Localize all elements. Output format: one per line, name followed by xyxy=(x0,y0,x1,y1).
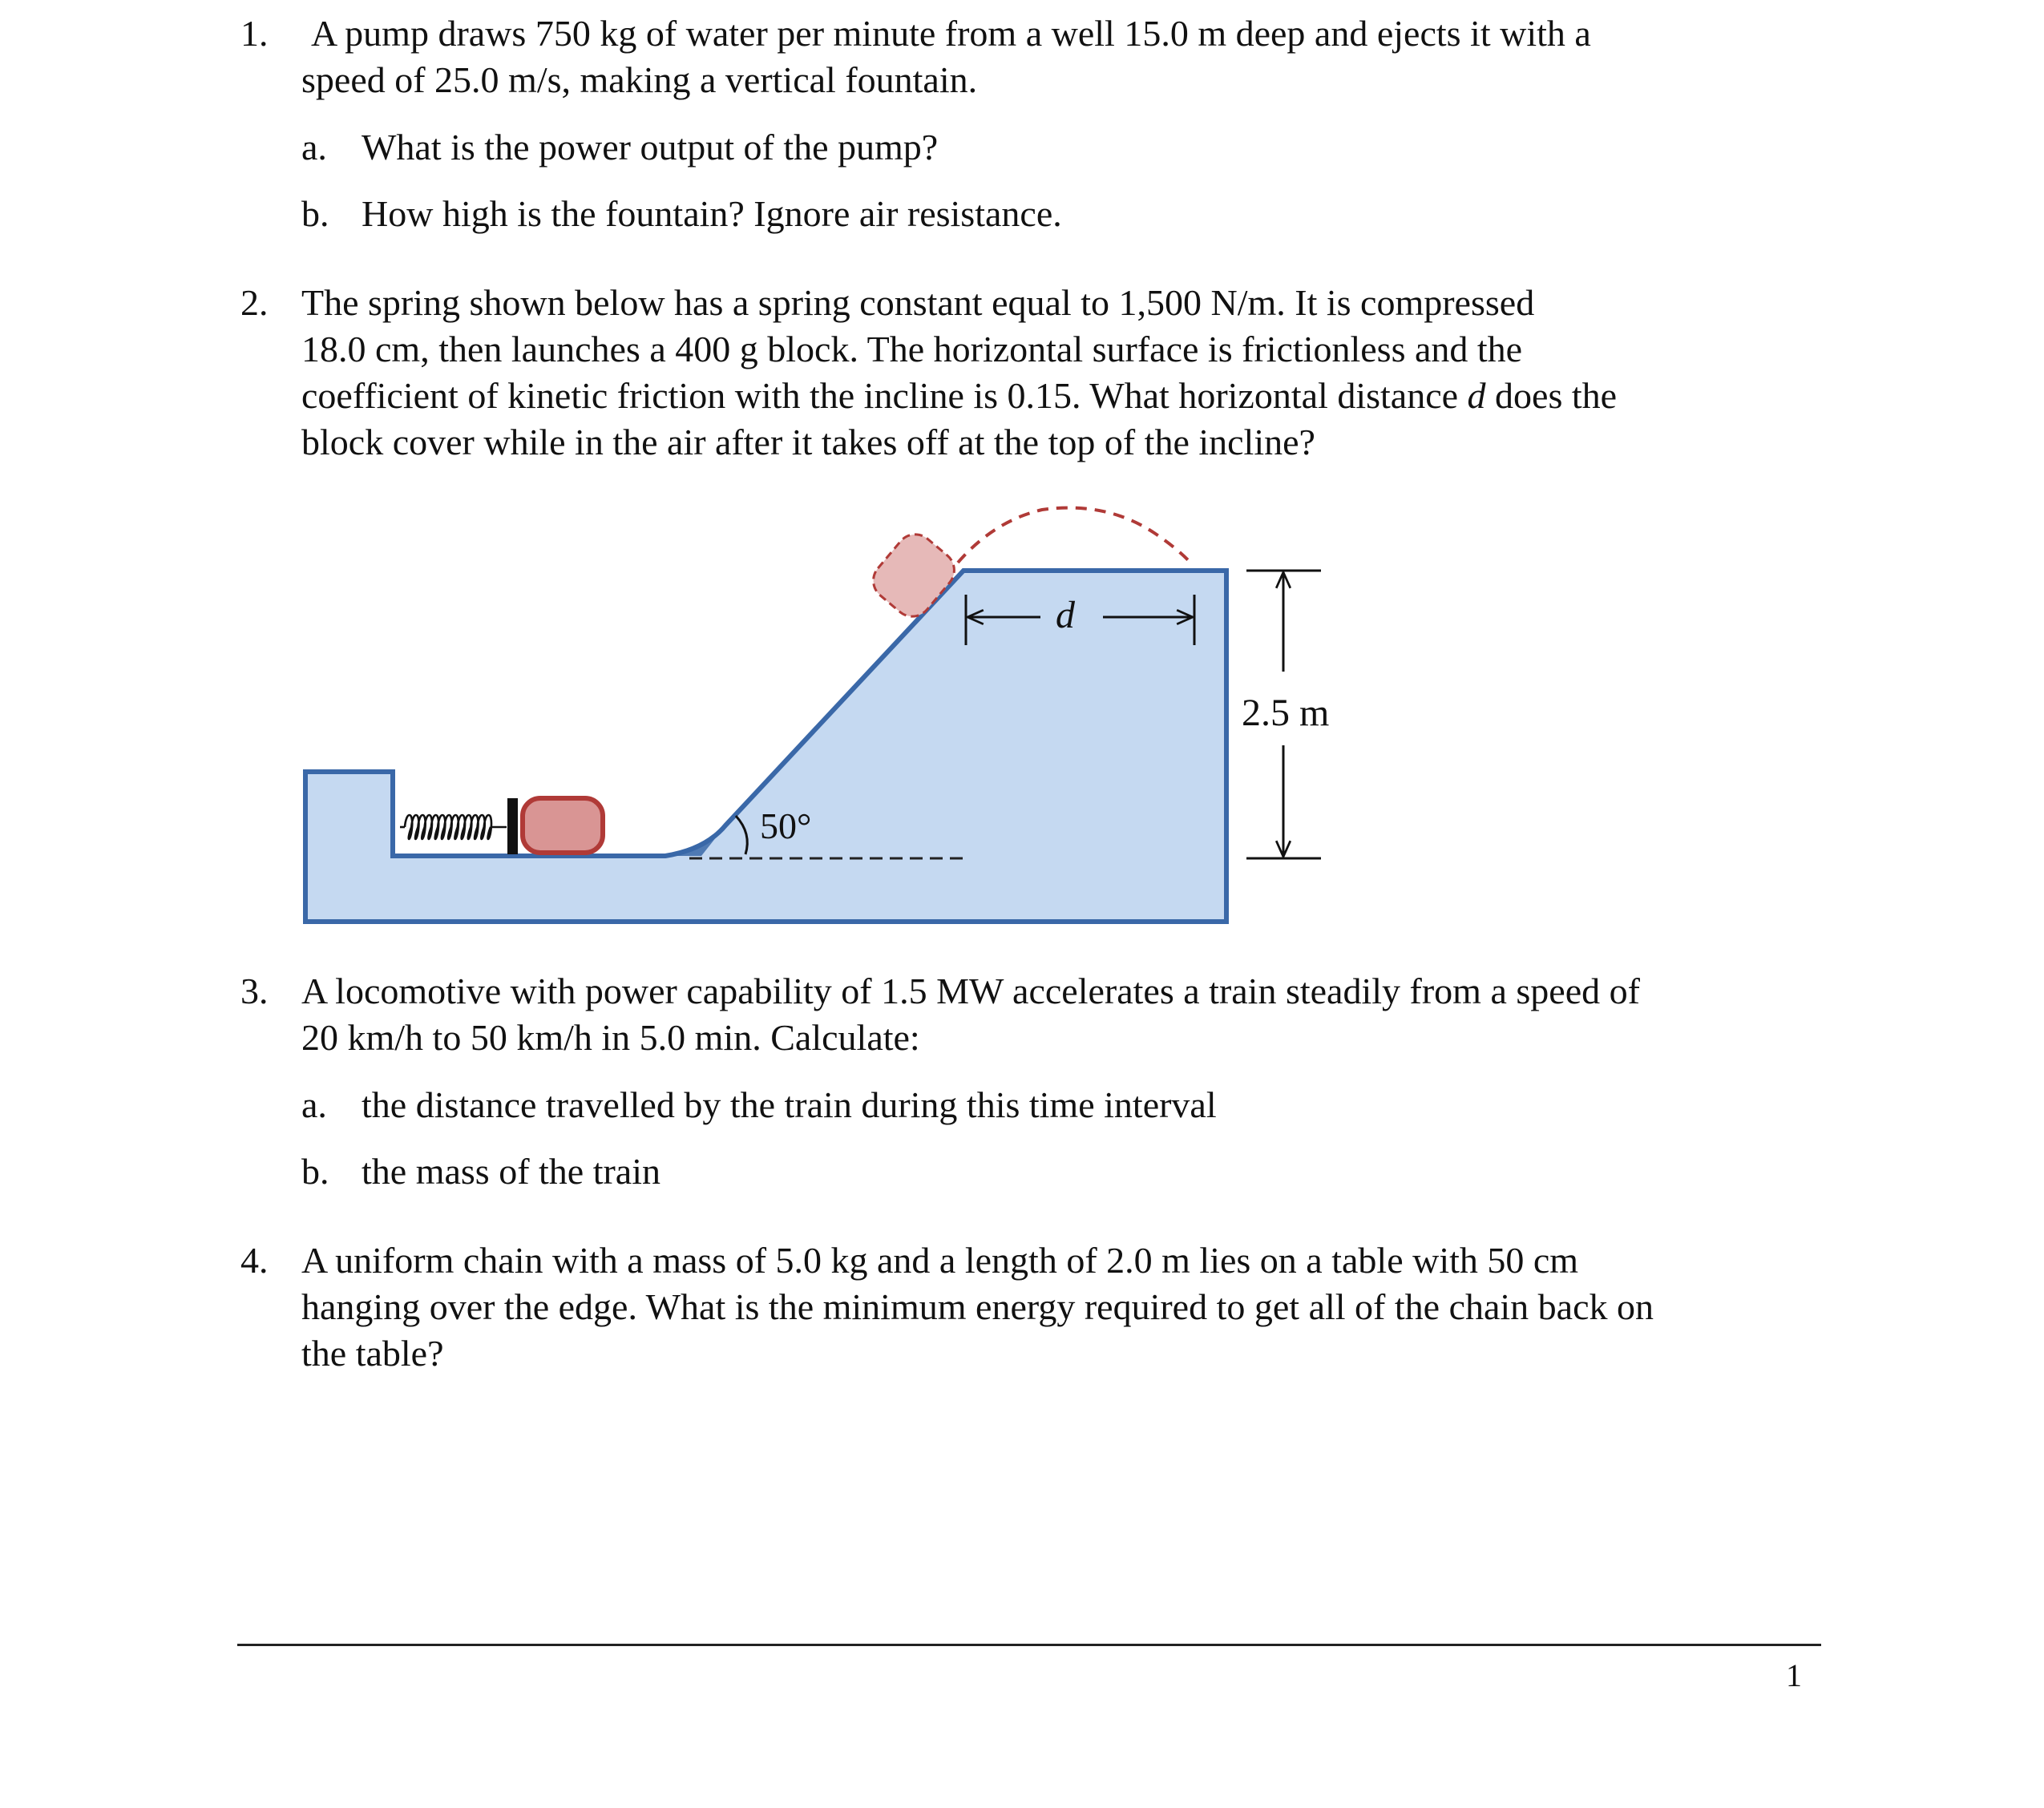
q1a-text: What is the power output of the pump? xyxy=(362,127,939,167)
q2-line-1: The spring shown below has a spring constant equal to 1,500 N/m. It is compressed xyxy=(301,282,1535,323)
q1b-label: b. xyxy=(301,193,329,234)
block xyxy=(523,798,603,853)
q1-line-2: speed of 25.0 m/s, making a vertical fountain. xyxy=(301,59,978,100)
spring xyxy=(400,815,507,839)
q1-number: 1. xyxy=(240,13,269,54)
q2-variable-d: d xyxy=(1467,375,1486,416)
q3a-text: the distance travelled by the train during this time interval xyxy=(362,1084,1217,1125)
q3a-label: a. xyxy=(301,1084,327,1125)
q2-number: 2. xyxy=(240,282,269,323)
trajectory-dashed-arc xyxy=(958,508,1193,565)
angle-label: 50° xyxy=(760,805,812,846)
q2-line-2: 18.0 cm, then launches a 400 g block. The horizontal surface is frictionless and the xyxy=(301,329,1523,369)
q3-line-1: A locomotive with power capability of 1.5 MW accelerates a train steadily from a speed of xyxy=(301,971,1640,1011)
q2-line-3-tail: does the xyxy=(1495,375,1618,416)
q4-number: 4. xyxy=(240,1240,269,1281)
q1a-label: a. xyxy=(301,127,327,167)
q1b-text: How high is the fountain? Ignore air resistance. xyxy=(362,193,1062,234)
q2-line-3-text: coefficient of kinetic friction with the incline is 0.15. What horizontal distance xyxy=(301,375,1459,416)
d-label: d xyxy=(1056,594,1075,636)
q1-line-1: A pump draws 750 kg of water per minute from a well 15.0 m deep and ejects it with a xyxy=(311,13,1591,54)
footer-rule xyxy=(237,1644,1821,1646)
height-label: 2.5 m xyxy=(1242,692,1330,734)
q3-number: 3. xyxy=(240,971,269,1011)
q3b-text: the mass of the train xyxy=(362,1151,661,1192)
q4-line-2: hanging over the edge. What is the minimum energy required to get all of the chain back on xyxy=(301,1286,1654,1327)
page-number: 1 xyxy=(1786,1657,1802,1693)
q3-line-2: 20 km/h to 50 km/h in 5.0 min. Calculate: xyxy=(301,1017,920,1058)
ground-body xyxy=(305,571,1226,922)
q4-line-1: A uniform chain with a mass of 5.0 kg and a length of 2.0 m lies on a table with 50 cm xyxy=(301,1240,1579,1281)
q3b-label: b. xyxy=(301,1151,329,1192)
q2-line-4: block cover while in the air after it takes off at the top of the incline? xyxy=(301,422,1315,462)
q4-line-3: the table? xyxy=(301,1333,444,1374)
spring-plate xyxy=(507,798,518,854)
